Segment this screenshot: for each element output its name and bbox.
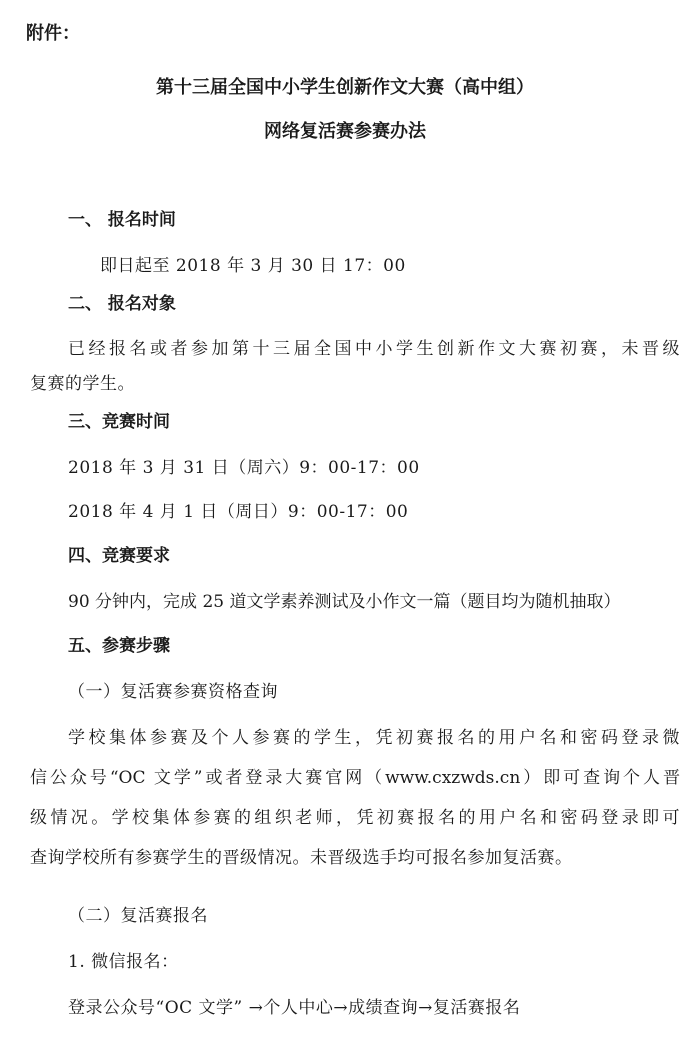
section-2-body-line2: 复赛的学生。 [30,374,135,394]
wechat-registration-label: 1. 微信报名： [68,952,179,972]
section-5-heading: 五、参赛步骤 [68,636,170,656]
section-4-heading: 四、竞赛要求 [68,546,170,566]
section-5-para-line3: 级情况。学校集体参赛的组织老师，凭初赛报名的用户名和密码登录即可 [30,808,680,828]
section-5-sub2: （二）复活赛报名 [68,906,208,926]
section-5-para-line1: 学校集体参赛及个人参赛的学生，凭初赛报名的用户名和密码登录微 [68,728,680,748]
section-5-para-line4: 查询学校所有参赛学生的晋级情况。未晋级选手均可报名参加复活赛。 [30,848,573,868]
section-1-heading: 一、 报名时间 [68,210,176,230]
section-3-heading: 三、竞赛时间 [68,412,170,432]
wechat-registration-steps: 登录公众号“OC 文学” →个人中心→成绩查询→复活赛报名 [68,998,521,1018]
section-2-heading: 二、 报名对象 [68,294,176,314]
competition-date-1: 2018 年 3 月 31 日（周六）9：00-17：00 [68,458,420,478]
section-2-body-line1: 已经报名或者参加第十三届全国中小学生创新作文大赛初赛，未晋级 [68,339,680,359]
attachment-label: 附件： [26,23,80,44]
section-1-body: 即日起至 2018 年 3 月 30 日 17：00 [100,256,406,276]
document-title: 第十三届全国中小学生创新作文大赛（高中组） [156,77,534,98]
section-5-para-line2: 信公众号“OC 文学”或者登录大赛官网（www.cxzwds.cn）即可查询个人晋 [30,768,680,788]
section-5-sub1: （一）复活赛参赛资格查询 [68,682,278,702]
document-subtitle: 网络复活赛参赛办法 [264,121,426,142]
section-4-body: 90 分钟内，完成 25 道文学素养测试及小作文一篇（题目均为随机抽取） [68,592,621,612]
competition-date-2: 2018 年 4 月 1 日（周日）9：00-17：00 [68,502,409,522]
